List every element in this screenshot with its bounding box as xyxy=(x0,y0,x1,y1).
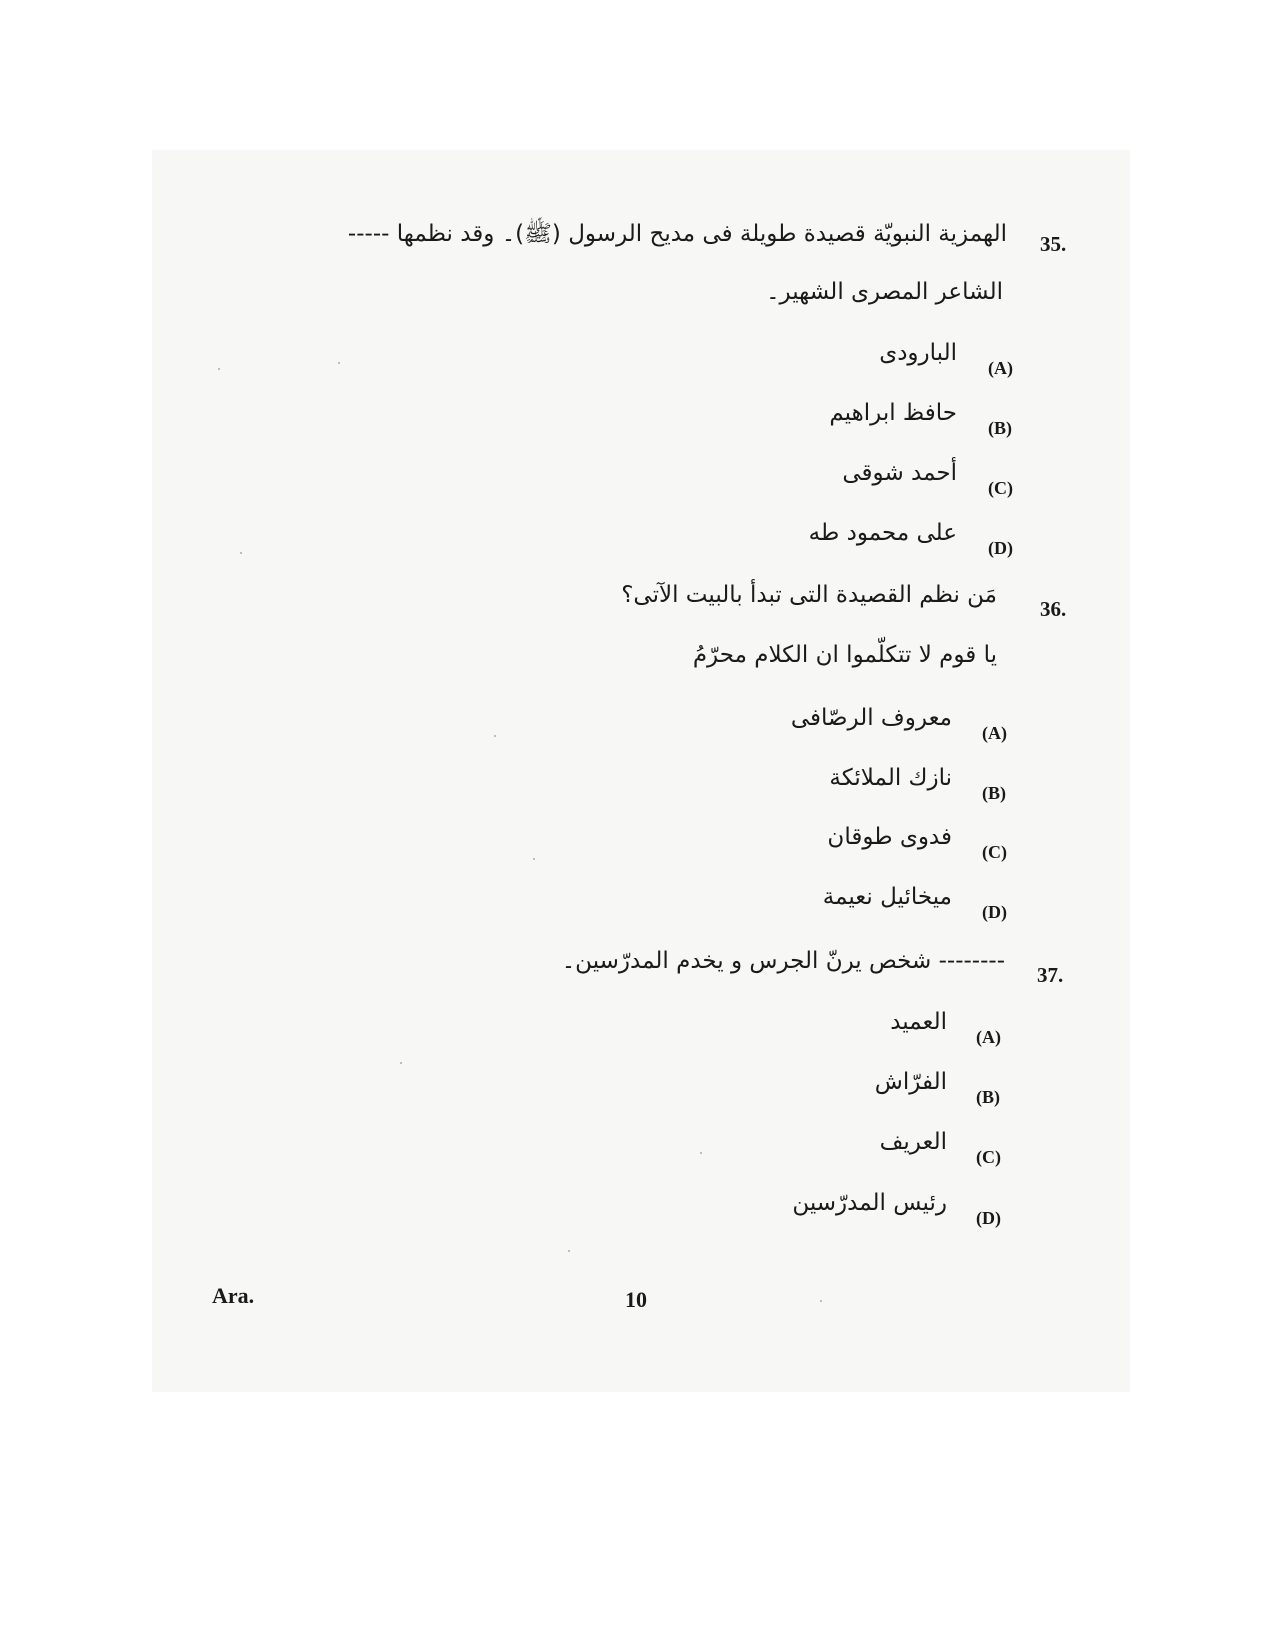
question-37-option-c-letter: (C) xyxy=(976,1147,1001,1167)
subject-code: Ara. xyxy=(212,1283,255,1308)
question-37-option-b-letter: (B) xyxy=(976,1087,1000,1107)
question-37-text-line-1: -------- شخص يرنّ الجرس و يخدم المدرّسين۔ xyxy=(561,948,1005,974)
question-35-option-c-letter: (C) xyxy=(988,478,1013,498)
scan-speck xyxy=(700,1152,702,1154)
question-36-number: 36. xyxy=(1040,597,1067,621)
question-36-option-b-letter: (B) xyxy=(982,783,1006,803)
question-36-verse: يا قوم لا تتكلّموا ان الكلام محرّمُ xyxy=(692,642,997,668)
question-35-option-c[interactable]: أحمد شوقى xyxy=(842,460,957,486)
question-36-option-d[interactable]: ميخائيل نعيمة xyxy=(822,884,952,910)
question-37-option-a-letter: (A) xyxy=(976,1027,1001,1047)
scan-speck xyxy=(240,552,242,554)
question-37-option-a[interactable]: العميد xyxy=(890,1009,947,1035)
question-36-option-d-letter: (D) xyxy=(982,902,1007,922)
question-36-option-b[interactable]: نازك الملائكة xyxy=(829,765,952,791)
scan-speck xyxy=(400,1062,402,1064)
question-35-text-line-2: الشاعر المصرى الشهير۔ xyxy=(766,279,1003,305)
question-35-option-a-letter: (A) xyxy=(988,358,1013,378)
question-36-text-line-1: مَن نظم القصيدة التى تبدأ بالبيت الآتى؟ xyxy=(621,582,997,608)
question-36-option-a-letter: (A) xyxy=(982,723,1007,743)
question-35-option-b[interactable]: حافظ ابراهيم xyxy=(829,400,957,426)
question-35-option-d-letter: (D) xyxy=(988,538,1013,558)
exam-page xyxy=(152,150,1130,1392)
scan-speck xyxy=(494,735,496,737)
page-number: 10 xyxy=(625,1287,647,1312)
question-36-option-c[interactable]: فدوى طوقان xyxy=(827,824,952,850)
scan-speck xyxy=(218,368,220,370)
question-35-option-b-letter: (B) xyxy=(988,418,1012,438)
question-37-option-d[interactable]: رئيس المدرّسين xyxy=(792,1190,947,1216)
scan-speck xyxy=(533,858,535,860)
scan-speck xyxy=(338,362,340,364)
question-35-number: 35. xyxy=(1040,232,1067,256)
question-35-option-a[interactable]: البارودى xyxy=(879,340,957,366)
question-37-option-d-letter: (D) xyxy=(976,1208,1001,1228)
question-37-option-b[interactable]: الفرّاش xyxy=(874,1069,947,1095)
question-36-option-c-letter: (C) xyxy=(982,842,1007,862)
scan-speck xyxy=(568,1250,570,1252)
question-37-number: 37. xyxy=(1037,963,1064,987)
question-36-option-a[interactable]: معروف الرصّافى xyxy=(790,705,952,731)
question-35-option-d[interactable]: على محمود طه xyxy=(808,520,957,546)
scan-speck xyxy=(820,1300,822,1302)
question-37-option-c[interactable]: العريف xyxy=(879,1129,947,1155)
question-35-text-line-1: الهمزية النبويّة قصيدة طويلة فى مديح الرسول (ﷺ)۔ وقد نظمها ----- xyxy=(347,221,1007,247)
